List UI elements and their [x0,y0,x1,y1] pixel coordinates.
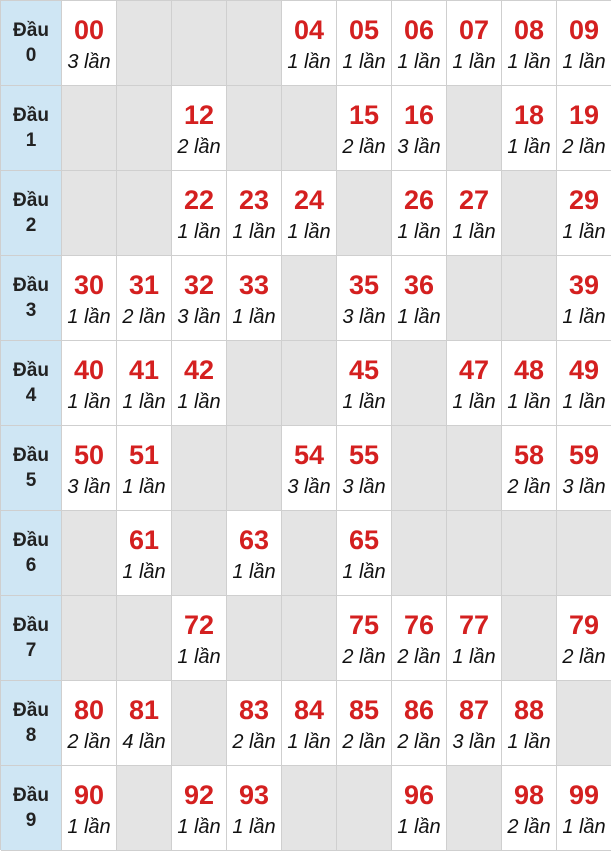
occurrence-count: 3 lần [177,305,221,328]
occurrence-count: 2 lần [122,305,166,328]
occurrence-count: 1 lần [287,220,331,243]
empty-cell [227,86,282,171]
occurrence-count: 2 lần [397,645,441,668]
number-value: 09 [568,14,600,45]
occurrence-count: 1 lần [507,390,551,413]
number-cell [117,256,172,341]
occurrence-count: 3 lần [452,730,496,753]
number-value: 05 [348,14,380,45]
empty-cell [117,1,172,86]
number-cell [62,766,117,851]
empty-cell [392,341,447,426]
number-cell [282,1,337,86]
number-value: 85 [348,694,380,725]
number-cell [392,171,447,256]
number-value: 41 [128,354,160,385]
number-cell [337,426,392,511]
number-cell [502,341,557,426]
row-head-3 [1,256,62,341]
occurrence-count: 1 lần [562,390,606,413]
empty-cell [502,171,557,256]
number-value: 40 [73,354,105,385]
number-value: 47 [458,354,490,385]
number-value: 39 [568,269,600,300]
occurrence-count: 1 lần [232,305,276,328]
occurrence-count: 1 lần [177,645,221,668]
number-cell [117,511,172,596]
number-cell [172,596,227,681]
number-value: 98 [513,779,545,810]
occurrence-count: 1 lần [232,815,276,838]
occurrence-count: 1 lần [562,50,606,73]
number-cell [117,341,172,426]
empty-cell [447,86,502,171]
empty-cell [227,1,282,86]
empty-cell [227,426,282,511]
row-head-0 [1,1,62,86]
occurrence-count: 3 lần [562,475,606,498]
occurrence-count: 3 lần [397,135,441,158]
number-value: 79 [568,609,600,640]
number-value: 33 [238,269,270,300]
number-value: 63 [238,524,270,555]
number-cell [392,596,447,681]
number-value: 42 [183,354,215,385]
number-cell [172,766,227,851]
number-cell [282,681,337,766]
empty-cell [282,256,337,341]
occurrence-count: 2 lần [562,645,606,668]
occurrence-count: 2 lần [232,730,276,753]
number-value: 48 [513,354,545,385]
occurrence-count: 1 lần [452,645,496,668]
row-head-digit: 0 [25,45,37,66]
number-cell [117,681,172,766]
number-value: 80 [73,694,105,725]
occurrence-count: 2 lần [562,135,606,158]
occurrence-count: 1 lần [177,815,221,838]
number-value: 96 [403,779,435,810]
row-head-label: Đầu [13,360,49,381]
occurrence-count: 1 lần [452,50,496,73]
empty-cell [392,426,447,511]
empty-cell [282,766,337,851]
occurrence-count: 1 lần [177,390,221,413]
empty-cell [62,596,117,681]
row-head-9 [1,766,62,851]
number-cell [117,426,172,511]
occurrence-count: 2 lần [507,475,551,498]
number-value: 35 [348,269,380,300]
number-value: 84 [293,694,325,725]
occurrence-count: 1 lần [452,220,496,243]
number-cell [557,341,611,426]
number-value: 30 [73,269,105,300]
number-cell [502,426,557,511]
row-head-6 [1,511,62,596]
number-cell [557,1,611,86]
number-value: 93 [238,779,270,810]
number-cell [392,256,447,341]
empty-cell [172,511,227,596]
empty-cell [62,86,117,171]
number-value: 50 [73,439,105,470]
number-cell [337,341,392,426]
number-value: 22 [183,184,215,215]
empty-cell [447,766,502,851]
number-value: 27 [458,184,490,215]
number-cell [62,681,117,766]
number-value: 99 [568,779,600,810]
number-value: 88 [513,694,545,725]
empty-cell [502,256,557,341]
occurrence-count: 3 lần [342,475,386,498]
number-cell [282,426,337,511]
occurrence-count: 2 lần [397,730,441,753]
number-value: 65 [348,524,380,555]
number-cell [447,596,502,681]
occurrence-count: 3 lần [342,305,386,328]
empty-cell [117,171,172,256]
number-value: 06 [403,14,435,45]
empty-cell [447,256,502,341]
number-value: 72 [183,609,215,640]
number-value: 54 [293,439,325,470]
number-value: 77 [458,609,490,640]
empty-cell [337,171,392,256]
number-cell [557,171,611,256]
row-head-digit: 3 [25,300,37,321]
number-value: 31 [128,269,160,300]
number-cell [502,1,557,86]
occurrence-count: 1 lần [122,475,166,498]
empty-cell [62,171,117,256]
row-head-2 [1,171,62,256]
empty-cell [447,511,502,596]
number-value: 59 [568,439,600,470]
number-cell [557,766,611,851]
occurrence-count: 2 lần [67,730,111,753]
row-head-label: Đầu [13,785,49,806]
row-head-8 [1,681,62,766]
occurrence-count: 1 lần [507,730,551,753]
number-value: 45 [348,354,380,385]
number-cell [62,256,117,341]
empty-cell [117,86,172,171]
number-value: 92 [183,779,215,810]
number-cell [227,256,282,341]
occurrence-count: 1 lần [397,815,441,838]
occurrence-count: 2 lần [177,135,221,158]
number-cell [502,86,557,171]
empty-cell [227,341,282,426]
number-cell [502,766,557,851]
row-head-label: Đầu [13,615,49,636]
number-value: 12 [183,99,215,130]
number-cell [282,171,337,256]
occurrence-count: 2 lần [342,730,386,753]
occurrence-count: 2 lần [507,815,551,838]
row-head-1 [1,86,62,171]
occurrence-count: 2 lần [342,645,386,668]
empty-cell [172,1,227,86]
occurrence-count: 1 lần [122,560,166,583]
occurrence-count: 1 lần [232,220,276,243]
occurrence-count: 3 lần [287,475,331,498]
number-cell [62,426,117,511]
occurrence-count: 1 lần [397,305,441,328]
number-cell [227,511,282,596]
number-cell [62,341,117,426]
occurrence-count: 1 lần [342,390,386,413]
number-cell [557,596,611,681]
occurrence-count: 1 lần [67,390,111,413]
number-cell [227,171,282,256]
number-cell [447,341,502,426]
occurrence-count: 2 lần [342,135,386,158]
occurrence-count: 4 lần [122,730,166,753]
row-head-label: Đầu [13,20,49,41]
number-value: 55 [348,439,380,470]
number-value: 61 [128,524,160,555]
occurrence-count: 1 lần [562,815,606,838]
row-head-digit: 1 [25,130,37,151]
number-value: 15 [348,99,380,130]
number-value: 26 [403,184,435,215]
number-cell [557,256,611,341]
number-cell [392,1,447,86]
number-value: 04 [293,14,325,45]
occurrence-count: 3 lần [67,50,111,73]
number-cell [502,681,557,766]
number-value: 87 [458,694,490,725]
occurrence-count: 1 lần [287,730,331,753]
number-cell [447,171,502,256]
row-head-4 [1,341,62,426]
number-value: 08 [513,14,545,45]
number-cell [62,1,117,86]
number-cell [172,256,227,341]
number-cell [447,1,502,86]
occurrence-count: 1 lần [397,220,441,243]
occurrence-count: 1 lần [177,220,221,243]
empty-cell [557,511,611,596]
number-cell [337,256,392,341]
number-cell [557,426,611,511]
row-head-label: Đầu [13,275,49,296]
occurrence-count: 3 lần [67,475,111,498]
empty-cell [282,86,337,171]
empty-cell [282,341,337,426]
number-cell [337,596,392,681]
number-value: 76 [403,609,435,640]
row-head-label: Đầu [13,700,49,721]
number-value: 23 [238,184,270,215]
empty-cell [337,766,392,851]
occurrence-count: 1 lần [67,305,111,328]
number-cell [392,681,447,766]
row-head-digit: 8 [25,725,37,746]
empty-cell [557,681,611,766]
row-head-label: Đầu [13,105,49,126]
number-value: 81 [128,694,160,725]
number-cell [172,86,227,171]
empty-cell [172,681,227,766]
row-head-digit: 5 [25,470,37,491]
number-value: 83 [238,694,270,725]
row-head-digit: 7 [25,640,37,661]
occurrence-count: 1 lần [122,390,166,413]
number-cell [172,171,227,256]
number-value: 29 [568,184,600,215]
row-head-label: Đầu [13,190,49,211]
row-head-digit: 4 [25,385,37,406]
number-cell [172,341,227,426]
empty-cell [502,511,557,596]
row-head-7 [1,596,62,681]
number-cell [337,511,392,596]
number-cell [447,681,502,766]
number-value: 51 [128,439,160,470]
empty-cell [172,426,227,511]
number-value: 16 [403,99,435,130]
number-cell [392,766,447,851]
number-value: 90 [73,779,105,810]
empty-cell [392,511,447,596]
empty-cell [282,511,337,596]
empty-cell [447,426,502,511]
number-cell [227,681,282,766]
occurrence-count: 1 lần [562,220,606,243]
number-value: 00 [73,14,105,45]
number-value: 86 [403,694,435,725]
occurrence-count: 1 lần [397,50,441,73]
row-head-digit: 2 [25,215,37,236]
row-head-label: Đầu [13,530,49,551]
number-value: 24 [293,184,325,215]
number-value: 07 [458,14,490,45]
occurrence-count: 1 lần [67,815,111,838]
number-cell [392,86,447,171]
number-value: 58 [513,439,545,470]
number-value: 32 [183,269,215,300]
empty-cell [282,596,337,681]
row-head-digit: 6 [25,555,37,576]
row-head-digit: 9 [25,810,37,831]
number-cell [227,766,282,851]
occurrence-count: 1 lần [342,50,386,73]
empty-cell [502,596,557,681]
occurrence-count: 1 lần [342,560,386,583]
occurrence-count: 1 lần [507,135,551,158]
occurrence-count: 1 lần [507,50,551,73]
row-head-label: Đầu [13,445,49,466]
number-cell [337,681,392,766]
number-value: 49 [568,354,600,385]
row-head-5 [1,426,62,511]
empty-cell [62,511,117,596]
empty-cell [117,766,172,851]
number-value: 75 [348,609,380,640]
empty-cell [117,596,172,681]
number-value: 36 [403,269,435,300]
number-value: 18 [513,99,545,130]
occurrence-count: 1 lần [232,560,276,583]
occurrence-count: 1 lần [287,50,331,73]
empty-cell [227,596,282,681]
occurrence-count: 1 lần [452,390,496,413]
occurrence-count: 1 lần [562,305,606,328]
number-value: 19 [568,99,600,130]
number-cell [557,86,611,171]
number-cell [337,86,392,171]
number-cell [337,1,392,86]
